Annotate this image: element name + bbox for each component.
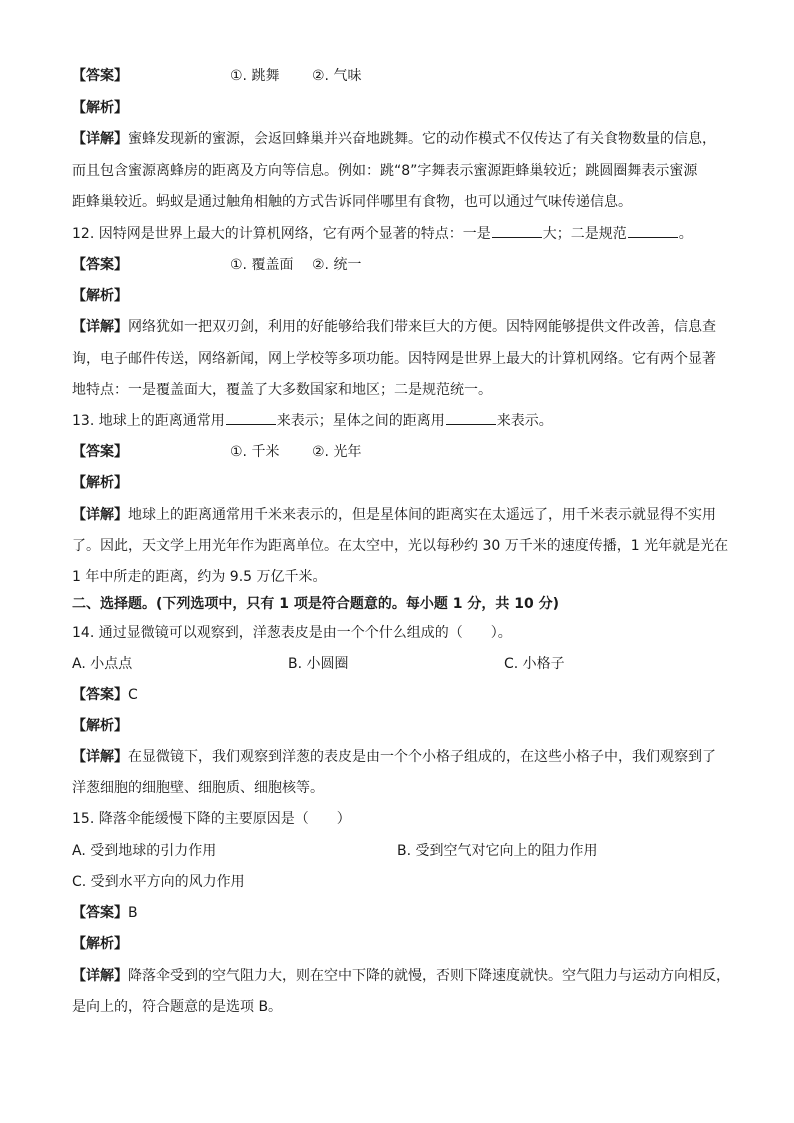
q11-answer-line [72, 66, 362, 86]
q13-stem-c: 来表示。 [496, 413, 553, 429]
q13-answer-line [72, 442, 362, 462]
q15-options-row-1 [72, 841, 598, 861]
q12-stem [72, 224, 693, 244]
answer-label: 【答案】 [72, 444, 128, 460]
answer-label: 【答案】 [72, 68, 128, 84]
q12-detail-line-2: 询，电子邮件传送，网络新闻，网上学校等多项功能。因特网是世界上最大的计算机网络。它有两个显著 [72, 351, 716, 367]
q14-option-b: B. 小圆圈 [288, 656, 349, 672]
detail-label: 【详解】 [72, 749, 128, 765]
q14-detail-line-1 [72, 747, 716, 767]
q11-detail-line-3: 距蜂巢较近。蚂蚁是通过触角相触的方式告诉同伴哪里有食物，也可以通过气味传递信息。 [72, 194, 632, 210]
q12-stem-a: 12. 因特网是世界上最大的计算机网络，它有两个显著的特点：一是 [72, 226, 491, 242]
q14-options [72, 654, 565, 674]
q12-blank-2 [628, 224, 678, 238]
q13-stem-a: 13. 地球上的距离通常用 [72, 413, 225, 429]
q12-blank-1 [492, 224, 542, 238]
q15-answer: B [128, 905, 138, 921]
q15-detail-line-1 [72, 966, 730, 986]
q13-detail-line-3: 1 年中所走的距离，约为 9.5 万亿千米。 [72, 569, 327, 585]
q12-answer-1: ①. 覆盖面 [230, 257, 294, 273]
q14-answer: C [128, 687, 138, 703]
q13-blank-2 [446, 411, 496, 425]
detail-label: 【详解】 [72, 968, 128, 984]
detail-label: 【详解】 [72, 507, 128, 523]
q13-stem-b: 来表示；星体之间的距离用 [276, 413, 445, 429]
q13-detail-line-2: 了。因此，天文学上用光年作为距离单位。在太空中，光以每秒约 30 万千米的速度传播，1 光年就是光在 [72, 538, 729, 554]
q14-stem: 14. 通过显微镜可以观察到，洋葱表皮是由一个个什么组成的（ ）。 [72, 625, 512, 641]
q11-analysis-label: 【解析】 [72, 100, 128, 116]
q14-detail-text-1: 在显微镜下，我们观察到洋葱的表皮是由一个个小格子组成的，在这些小格子中，我们观察到了 [128, 749, 716, 765]
q11-detail-text-1: 蜜蜂发现新的蜜源，会返回蜂巢并兴奋地跳舞。它的动作模式不仅传达了有关食物数量的信息， [128, 131, 716, 147]
q15-detail-line-2: 是向上的，符合题意的是选项 B。 [72, 999, 283, 1015]
q11-answer-2: ②. 气味 [312, 68, 362, 84]
section-2-title: 二、选择题。(下列选项中，只有 1 项是符合题意的。每小题 1 分，共 10 分) [72, 596, 560, 612]
q11-detail-line-1 [72, 129, 716, 149]
q13-analysis-label: 【解析】 [72, 475, 128, 491]
q13-detail-line-1 [72, 505, 716, 525]
q13-blank-1 [226, 411, 276, 425]
q13-stem [72, 411, 553, 431]
q13-answer-2: ②. 光年 [312, 444, 362, 460]
answer-label: 【答案】 [72, 905, 128, 921]
q15-option-c: C. 受到水平方向的风力作用 [72, 874, 245, 890]
detail-label: 【详解】 [72, 319, 128, 335]
q15-option-a: A. 受到地球的引力作用 [72, 843, 217, 859]
q12-detail-line-1 [72, 317, 716, 337]
q13-answer-1: ①. 千米 [230, 444, 280, 460]
answer-label: 【答案】 [72, 257, 128, 273]
q11-detail-line-2: 而且包含蜜源离蜂房的距离及方向等信息。例如：跳“8”字舞表示蜜源距蜂巢较近；跳圆圈舞表示蜜源 [72, 163, 698, 179]
answer-label: 【答案】 [72, 687, 128, 703]
q14-detail-line-2: 洋葱细胞的细胞壁、细胞质、细胞核等。 [72, 780, 324, 796]
q15-answer-line [72, 903, 138, 923]
q15-detail-text-1: 降落伞受到的空气阻力大，则在空中下降的就慢，否则下降速度就快。空气阻力与运动方向相反， [128, 968, 730, 984]
q12-detail-line-3: 地特点：一是覆盖面大，覆盖了大多数国家和地区；二是规范统一。 [72, 382, 492, 398]
q13-detail-text-1: 地球上的距离通常用千米来表示的，但是星体间的距离实在太遥远了，用千米表示就显得不实用 [128, 507, 716, 523]
q15-analysis-label: 【解析】 [72, 936, 128, 952]
q12-stem-c: 。 [678, 226, 693, 242]
q15-option-b: B. 受到空气对它向上的阻力作用 [397, 843, 598, 859]
q12-detail-text-1: 网络犹如一把双刃剑，利用的好能够给我们带来巨大的方便。因特网能够提供文件改善，信息查 [128, 319, 716, 335]
detail-label: 【详解】 [72, 131, 128, 147]
q12-answer-2: ②. 统一 [312, 257, 362, 273]
q15-stem: 15. 降落伞能缓慢下降的主要原因是（ ） [72, 811, 351, 827]
q14-option-c: C. 小格子 [504, 656, 565, 672]
q11-answer-1: ①. 跳舞 [230, 68, 280, 84]
q14-answer-line [72, 685, 138, 705]
q12-analysis-label: 【解析】 [72, 288, 128, 304]
q14-option-a: A. 小点点 [72, 656, 133, 672]
q14-analysis-label: 【解析】 [72, 718, 128, 734]
q12-answer-line [72, 255, 362, 275]
q12-stem-b: 大；二是规范 [542, 226, 627, 242]
